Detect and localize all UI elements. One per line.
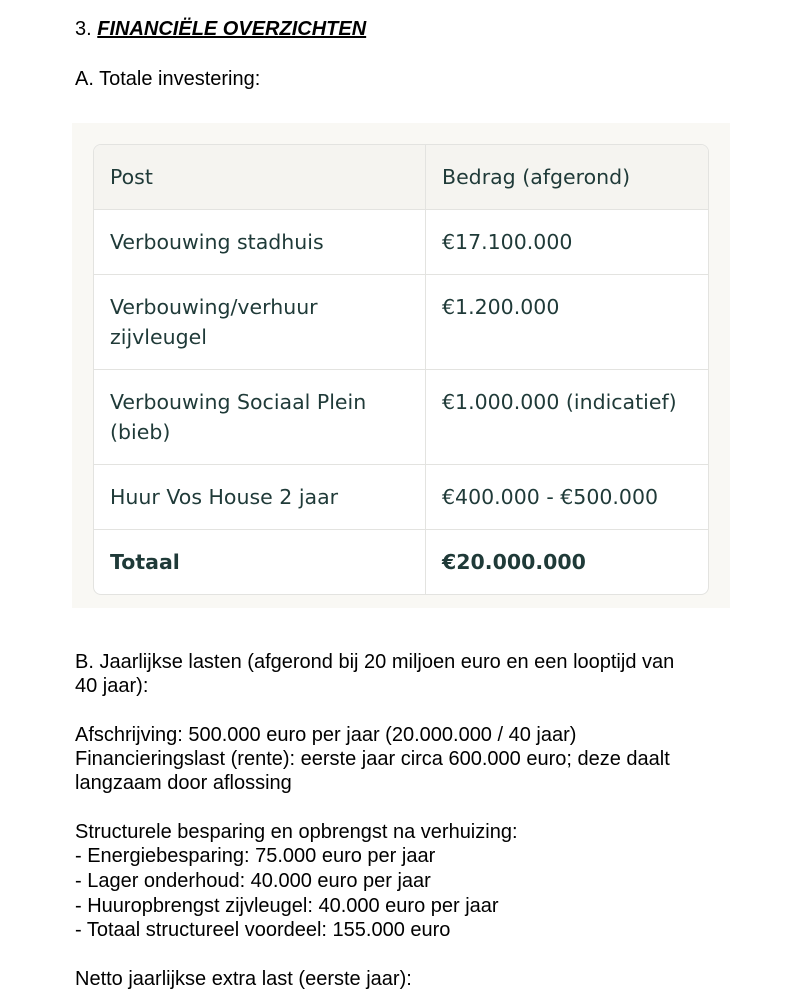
netto-label: Netto jaarlijkse extra last (eerste jaar): [75, 968, 412, 990]
table-row [94, 275, 708, 370]
part-b-label-line1: B. Jaarlijkse lasten (afgerond bij 20 miljoen euro en een looptijd van [75, 651, 675, 673]
table-panel [72, 123, 730, 608]
financiering-text-line2: langzaam door aflossing [75, 772, 292, 794]
table-total-row [94, 530, 708, 594]
cell-bedrag: €400.000 - €500.000 [426, 465, 708, 530]
financiering-text-line1: Financieringslast (rente): eerste jaar circa 600.000 euro; deze daalt [75, 748, 670, 770]
section-title: FINANCIËLE OVERZICHTEN [97, 18, 367, 40]
table-row [94, 465, 708, 530]
cell-total-label: Totaal [94, 530, 426, 594]
cell-bedrag: €1.200.000 [426, 275, 708, 370]
section-number: 3. [75, 18, 92, 40]
cell-post-text: Verbouwing/verhuur zijvleugel [110, 295, 318, 349]
cell-bedrag: €1.000.000 (indicatief) [426, 370, 708, 465]
cell-post [94, 275, 426, 370]
list-item: - Totaal structureel voordeel: 155.000 euro [75, 919, 451, 941]
table-row [94, 370, 708, 465]
part-a-label: A. Totale investering: [75, 68, 261, 90]
cell-post-text: Verbouwing Sociaal Plein (bieb) [110, 390, 367, 444]
list-item: - Energiebesparing: 75.000 euro per jaar [75, 845, 436, 867]
cell-post [94, 370, 426, 465]
structureel-heading: Structurele besparing en opbrengst na verhuizing: [75, 821, 518, 843]
cell-bedrag: €17.100.000 [426, 210, 708, 275]
cell-total-value: €20.000.000 [442, 550, 586, 574]
list-item: - Lager onderhoud: 40.000 euro per jaar [75, 870, 431, 892]
column-header-bedrag: Bedrag (afgerond) [426, 145, 708, 210]
list-item: - Huuropbrengst zijvleugel: 40.000 euro per jaar [75, 895, 499, 917]
column-header-post: Post [94, 145, 426, 210]
afschrijving-text: Afschrijving: 500.000 euro per jaar (20.000.000 / 40 jaar) [75, 724, 577, 746]
table-header-row [94, 145, 708, 210]
cell-post: Verbouwing stadhuis [94, 210, 426, 275]
part-b-label-line2: 40 jaar): [75, 675, 149, 697]
table-row [94, 210, 708, 275]
investment-table [93, 144, 709, 595]
section-heading [75, 17, 366, 41]
cell-post: Huur Vos House 2 jaar [94, 465, 426, 530]
